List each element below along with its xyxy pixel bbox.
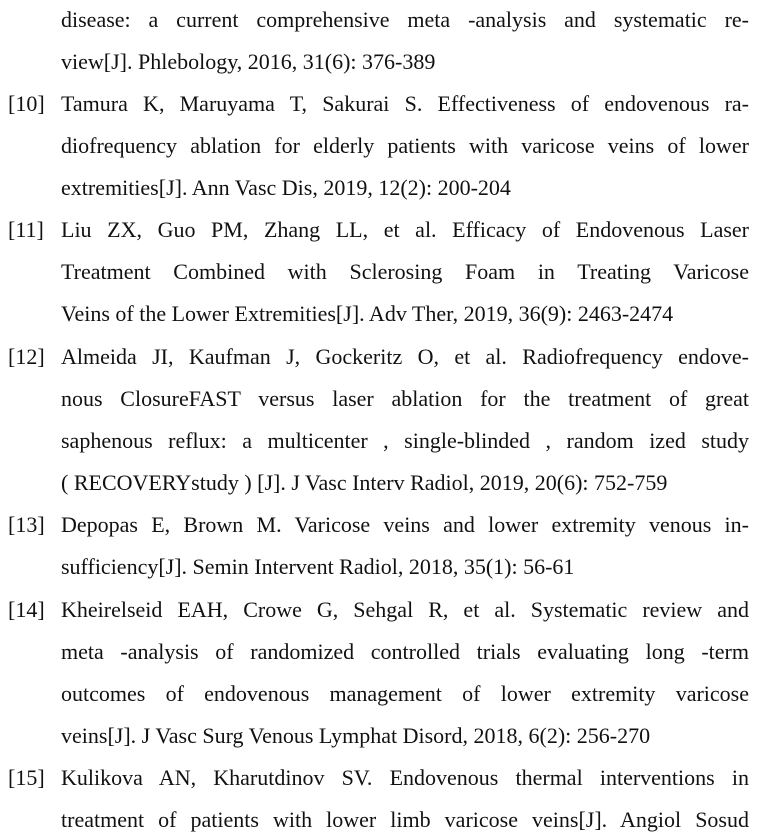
reference-9-line-1: disease: a current comprehensive meta -analysis and systematic re- xyxy=(61,7,749,32)
reference-15-line-2: treatment of patients with lower limb varicose veins[J]. Angiol Sosud xyxy=(61,807,749,832)
reference-12-line-4: ( RECOVERYstudy ) [J]. J Vasc Interv Radiol, 2019, 20(6): 752-759 xyxy=(61,470,668,495)
reference-12-line-3: saphenous reflux: a multicenter , single-blinded , random ized study xyxy=(61,428,749,453)
reference-13-line-1: Depopas E, Brown M. Varicose veins and lower extremity venous in- xyxy=(61,512,749,537)
reference-10-number: [10] xyxy=(8,91,45,116)
reference-11-line-1: Liu ZX, Guo PM, Zhang LL, et al. Efficacy of Endovenous Laser xyxy=(61,217,749,242)
reference-11-number: [11] xyxy=(8,217,44,242)
reference-10-line-3: extremities[J]. Ann Vasc Dis, 2019, 12(2): 200-204 xyxy=(61,175,511,200)
reference-12-number: [12] xyxy=(8,344,45,369)
reference-14-line-3: outcomes of endovenous management of lower extremity varicose xyxy=(61,681,749,706)
reference-15-line-1: Kulikova AN, Kharutdinov SV. Endovenous thermal interventions in xyxy=(61,765,749,790)
reference-9-line-2: view[J]. Phlebology, 2016, 31(6): 376-389 xyxy=(61,49,436,74)
reference-11-line-2: Treatment Combined with Sclerosing Foam in Treating Varicose xyxy=(61,259,749,284)
reference-12-line-1: Almeida JI, Kaufman J, Gockeritz O, et al. Radiofrequency endove- xyxy=(61,344,749,369)
reference-14-line-1: Kheirelseid EAH, Crowe G, Sehgal R, et al. Systematic review and xyxy=(61,597,749,622)
reference-15-number: [15] xyxy=(8,765,45,790)
reference-10-line-2: diofrequency ablation for elderly patients with varicose veins of lower xyxy=(61,133,749,158)
reference-13-number: [13] xyxy=(8,512,45,537)
reference-14-number: [14] xyxy=(8,597,45,622)
reference-14-line-4: veins[J]. J Vasc Surg Venous Lymphat Disord, 2018, 6(2): 256-270 xyxy=(61,723,651,748)
reference-13-line-2: sufficiency[J]. Semin Intervent Radiol, 2018, 35(1): 56-61 xyxy=(61,554,575,579)
reference-14-line-2: meta -analysis of randomized controlled trials evaluating long -term xyxy=(61,639,749,664)
reference-12-line-2: nous ClosureFAST versus laser ablation for the treatment of great xyxy=(61,386,749,411)
reference-10-line-1: Tamura K, Maruyama T, Sakurai S. Effectiveness of endovenous ra- xyxy=(61,91,749,116)
reference-11-line-3: Veins of the Lower Extremities[J]. Adv Ther, 2019, 36(9): 2463-2474 xyxy=(61,301,674,326)
